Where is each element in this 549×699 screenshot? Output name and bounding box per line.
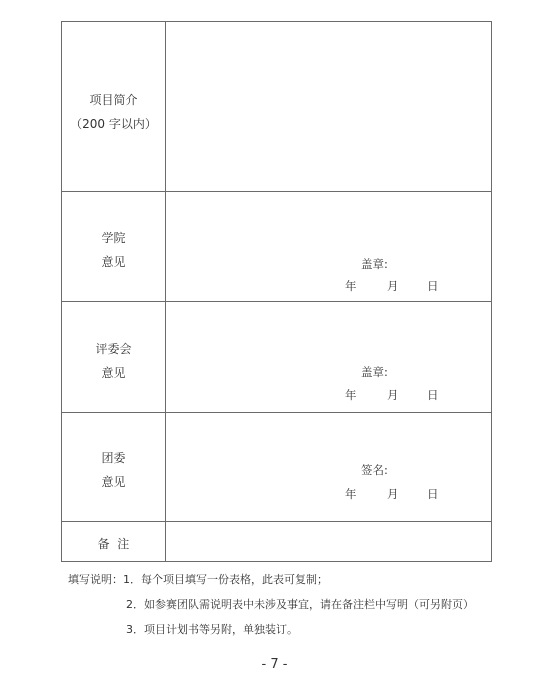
year-label: 年: [345, 279, 357, 293]
year-label: 年: [345, 388, 357, 402]
college-label-line2: 意见: [101, 255, 126, 269]
college-label-line1: 学院: [101, 231, 126, 245]
youth-league-label: [62, 446, 165, 494]
committee-seal-label: 盖章:: [361, 365, 388, 379]
youth-league-label-line1: 团委: [101, 451, 126, 465]
row-divider: [62, 521, 491, 522]
college-seal-label: 盖章:: [361, 257, 388, 271]
column-divider: [165, 22, 166, 561]
intro-label-line2: （200 字以内）: [70, 117, 157, 131]
row-divider: [62, 412, 491, 413]
row-divider: [62, 301, 491, 302]
month-label: 月: [387, 279, 399, 293]
youth-league-label-line2: 意见: [101, 475, 126, 489]
committee-label-line2: 意见: [101, 366, 126, 380]
remarks-label: 备 注: [97, 537, 130, 551]
instruction-2: 2．如参赛团队需说明表中未涉及事宜，请在备注栏中写明（可另附页）: [126, 598, 474, 611]
day-label: 日: [427, 388, 439, 402]
instruction-3: 3．项目计划书等另附，单独装订。: [126, 623, 298, 636]
committee-label: [62, 337, 165, 385]
month-label: 月: [387, 388, 399, 402]
month-label: 月: [387, 487, 399, 501]
intro-label-line1: 项目简介: [89, 93, 138, 107]
year-label: 年: [345, 487, 357, 501]
row-divider: [62, 191, 491, 192]
application-form-table: [61, 21, 492, 562]
signature-label: 签名:: [361, 463, 388, 477]
day-label: 日: [427, 279, 439, 293]
day-label: 日: [427, 487, 439, 501]
page-number: - 7 -: [261, 657, 288, 672]
instruction-1: 填写说明：1．每个项目填写一份表格，此表可复制；: [68, 573, 328, 586]
college-label: [62, 226, 165, 274]
intro-label: [62, 88, 165, 136]
committee-label-line1: 评委会: [95, 342, 132, 356]
